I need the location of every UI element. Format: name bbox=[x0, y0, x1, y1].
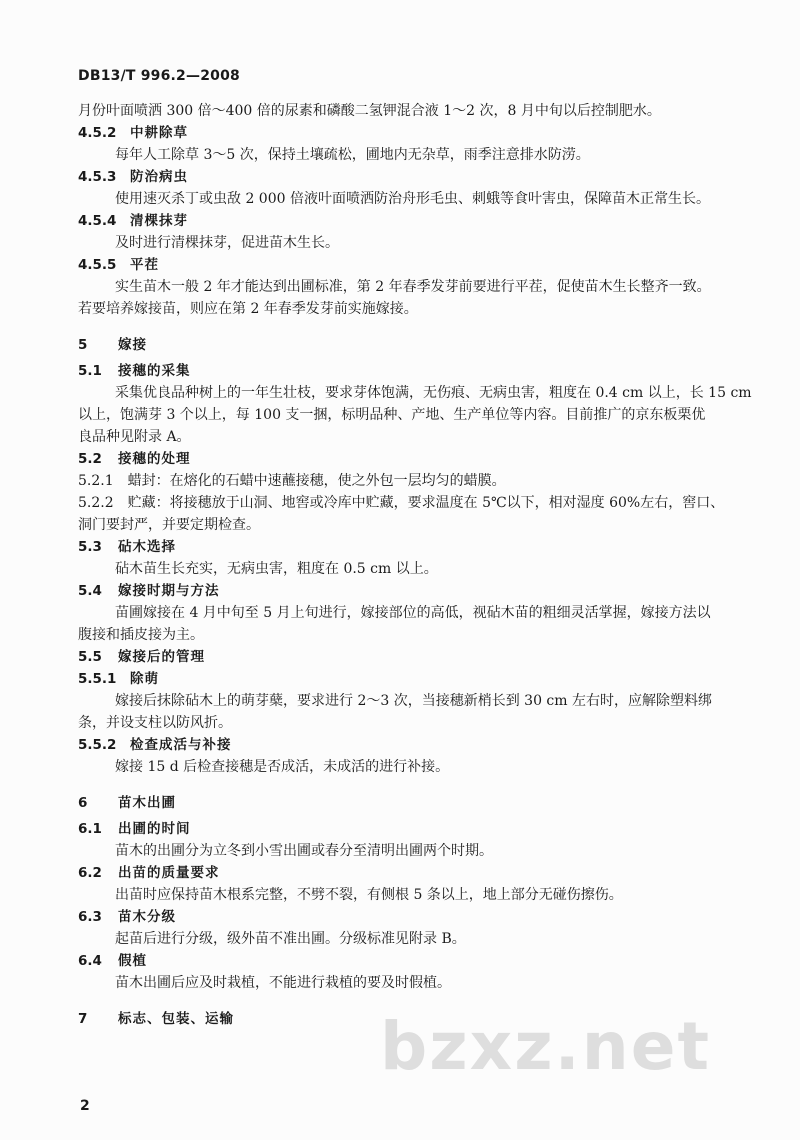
clause-heading bbox=[78, 862, 728, 884]
clause-heading bbox=[78, 166, 728, 188]
clause-heading bbox=[78, 536, 728, 558]
clause-number: 6.2 bbox=[78, 865, 102, 881]
text-line: 5.2.1 蜡封：在熔化的石蜡中速蘸接穗，使之外包一层均匀的蜡膜。 bbox=[78, 473, 506, 489]
clause-title: 标志、包装、运输 bbox=[118, 1011, 234, 1027]
clause-heading bbox=[78, 360, 728, 382]
text-line: 苗木的出圃分为立冬到小雪出圃或春分至清明出圃两个时期。 bbox=[115, 843, 493, 859]
text-line: 良品种见附录 A。 bbox=[78, 429, 191, 445]
clause-number: 6.4 bbox=[78, 953, 102, 969]
text-line: 若要培养嫁接苗，则应在第 2 年春季发芽前实施嫁接。 bbox=[78, 301, 418, 317]
text-line: 苗圃嫁接在 4 月中旬至 5 月上旬进行，嫁接部位的高低，视砧木苗的粗细灵活掌握，嫁接方法以 bbox=[115, 605, 711, 621]
clause-title: 接穗的处理 bbox=[118, 451, 191, 467]
clause-number: 5.2 bbox=[78, 451, 102, 467]
clause-heading bbox=[78, 448, 728, 470]
clause-title: 出苗的质量要求 bbox=[118, 865, 220, 881]
clause-title: 苗木出圃 bbox=[118, 795, 176, 811]
section-gap bbox=[78, 994, 728, 1008]
document-code: DB13/T 996.2—2008 bbox=[78, 68, 240, 84]
clause-title: 出圃的时间 bbox=[118, 821, 191, 837]
clause-heading bbox=[78, 906, 728, 928]
clause-number: 5.1 bbox=[78, 363, 102, 379]
clause-title: 防治病虫 bbox=[130, 169, 188, 185]
clause-number: 4.5.2 bbox=[78, 125, 117, 141]
clause-title: 清棵抹芽 bbox=[130, 213, 188, 229]
clause-title: 嫁接时期与方法 bbox=[118, 583, 220, 599]
clause-title: 除萌 bbox=[130, 671, 159, 687]
clause-title: 苗木分级 bbox=[118, 909, 176, 925]
clause-title: 平茬 bbox=[130, 257, 159, 273]
clause-heading bbox=[78, 734, 728, 756]
clause-number: 5.5.1 bbox=[78, 671, 117, 687]
section-heading bbox=[78, 334, 728, 356]
clause-number: 5.5.2 bbox=[78, 737, 117, 753]
text-line: 使用速灭杀丁或虫敌 2 000 倍液叶面喷洒防治舟形毛虫、刺蛾等食叶害虫，保障苗木正常生长。 bbox=[115, 191, 710, 207]
clause-title: 砧木选择 bbox=[118, 539, 176, 555]
clause-number: 5.4 bbox=[78, 583, 102, 599]
clause-heading bbox=[78, 210, 728, 232]
clause-heading bbox=[78, 950, 728, 972]
clause-number: 4.5.5 bbox=[78, 257, 117, 273]
clause-number: 5.3 bbox=[78, 539, 102, 555]
clause-heading bbox=[78, 646, 728, 668]
text-line: 月份叶面喷洒 300 倍～400 倍的尿素和磷酸二氢钾混合液 1～2 次，8 月中旬以后控制肥水。 bbox=[78, 103, 661, 119]
text-line: 以上，饱满芽 3 个以上，每 100 支一捆，标明品种、产地、生产单位等内容。目前推广的京东板栗优 bbox=[78, 407, 706, 423]
text-line: 洞门要封严，并要定期检查。 bbox=[78, 517, 260, 533]
clause-heading bbox=[78, 122, 728, 144]
clause-title: 假植 bbox=[118, 953, 147, 969]
clause-number: 4.5.3 bbox=[78, 169, 117, 185]
clause-number: 7 bbox=[78, 1011, 88, 1027]
clause-number: 5.5 bbox=[78, 649, 102, 665]
clause-number: 6.1 bbox=[78, 821, 102, 837]
clause-title: 中耕除草 bbox=[130, 125, 188, 141]
section-heading bbox=[78, 792, 728, 814]
text-line: 苗木出圃后应及时栽植，不能进行栽植的要及时假植。 bbox=[115, 975, 451, 991]
clause-number: 4.5.4 bbox=[78, 213, 117, 229]
clause-heading bbox=[78, 818, 728, 840]
document-body bbox=[78, 100, 752, 1034]
text-line: 嫁接 15 d 后检查接穗是否成活，未成活的进行补接。 bbox=[115, 759, 450, 775]
clause-heading bbox=[78, 580, 728, 602]
text-line: 出苗时应保持苗木根系完整，不劈不裂，有侧根 5 条以上，地上部分无碰伤擦伤。 bbox=[115, 887, 623, 903]
text-line: 条，并设支柱以防风折。 bbox=[78, 715, 232, 731]
clause-title: 检查成活与补接 bbox=[130, 737, 232, 753]
section-gap bbox=[78, 320, 728, 334]
watermark: bzxz.net bbox=[380, 1008, 712, 1085]
clause-title: 接穗的采集 bbox=[118, 363, 191, 379]
text-line: 采集优良品种树上的一年生壮枝，要求芽体饱满，无伤痕、无病虫害，粗度在 0.4 cm 以上，长 15 cm bbox=[115, 385, 752, 401]
clause-title: 嫁接后的管理 bbox=[118, 649, 205, 665]
text-line: 5.2.2 贮藏：将接穗放于山洞、地窖或冷库中贮藏，要求温度在 5℃以下，相对湿度 60%左右，窖口、 bbox=[78, 495, 725, 511]
text-line: 嫁接后抹除砧木上的萌芽蘖，要求进行 2～3 次，当接穗新梢长到 30 cm 左右时，应解除塑料绑 bbox=[115, 693, 712, 709]
text-line: 砧木苗生长充实，无病虫害，粗度在 0.5 cm 以上。 bbox=[115, 561, 438, 577]
clause-number: 6.3 bbox=[78, 909, 102, 925]
text-line: 每年人工除草 3～5 次，保持土壤疏松，圃地内无杂草，雨季注意排水防涝。 bbox=[115, 147, 590, 163]
page-number: 2 bbox=[80, 1098, 90, 1114]
text-line: 实生苗木一般 2 年才能达到出圃标准，第 2 年春季发芽前要进行平茬，促使苗木生长整齐一致。 bbox=[115, 279, 711, 295]
clause-title: 嫁接 bbox=[118, 337, 147, 353]
section-gap bbox=[78, 778, 728, 792]
text-line: 及时进行清棵抹芽，促进苗木生长。 bbox=[115, 235, 339, 251]
clause-number: 5 bbox=[78, 337, 88, 353]
text-line: 起苗后进行分级，级外苗不准出圃。分级标准见附录 B。 bbox=[115, 931, 466, 947]
clause-heading bbox=[78, 668, 728, 690]
text-line: 腹接和插皮接为主。 bbox=[78, 627, 204, 643]
clause-heading bbox=[78, 254, 728, 276]
clause-number: 6 bbox=[78, 795, 88, 811]
